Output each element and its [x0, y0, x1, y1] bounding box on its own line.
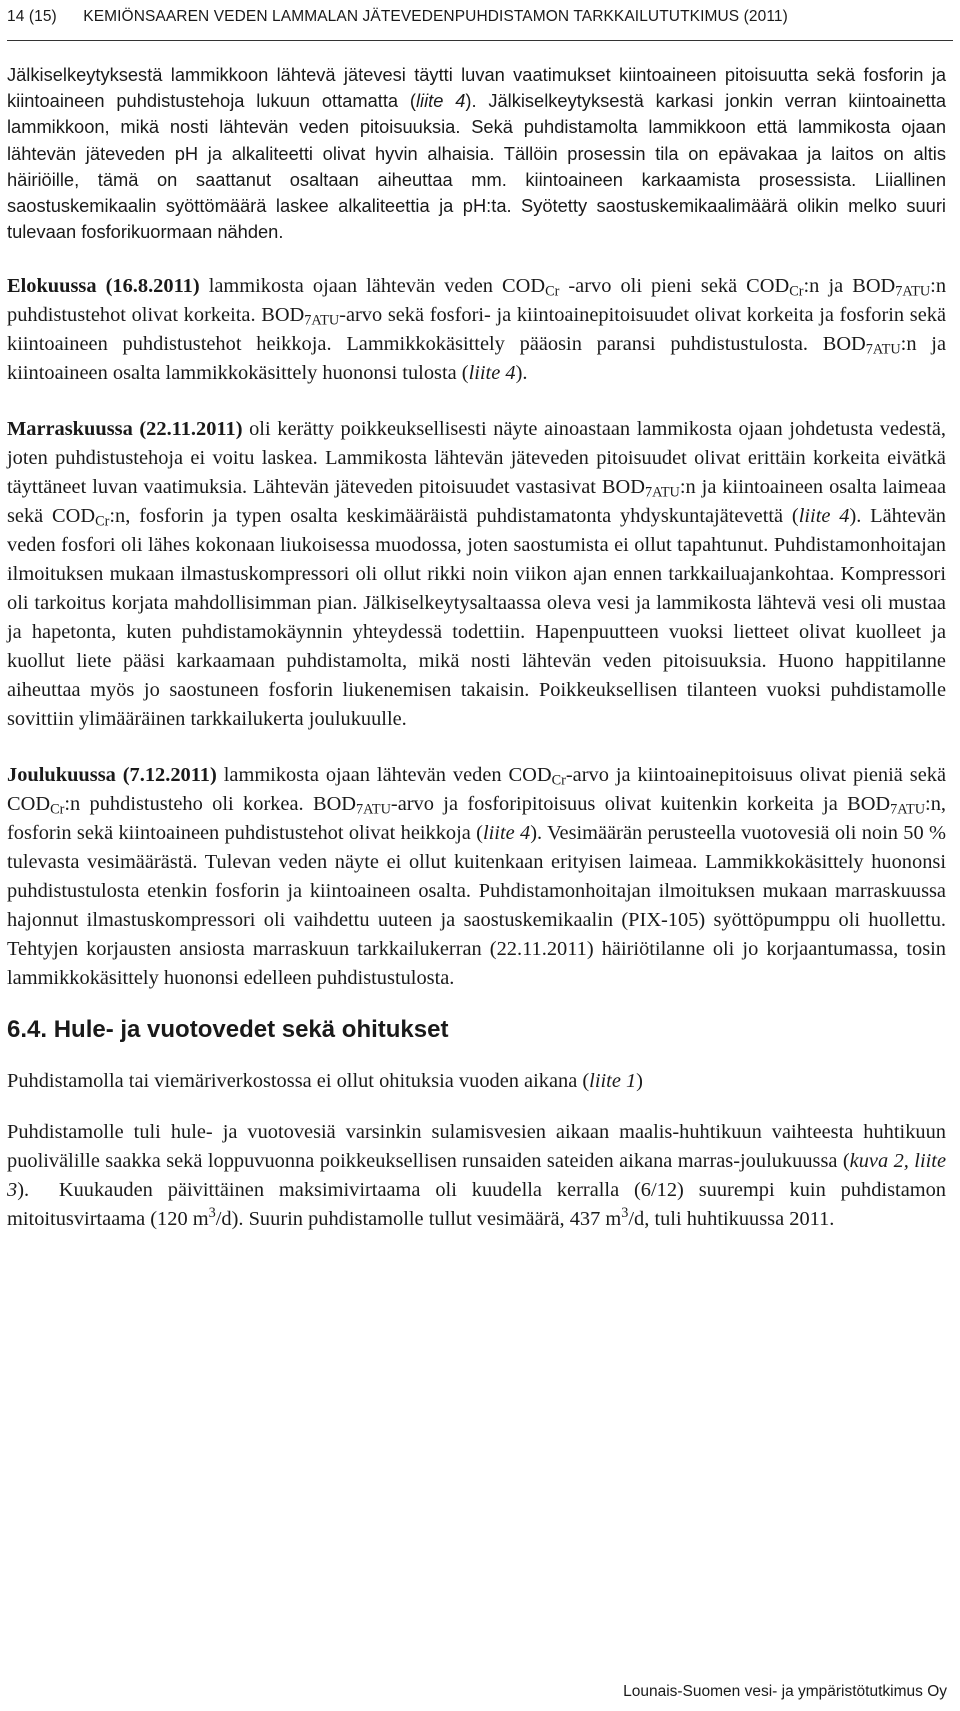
subscript: Cr — [95, 513, 110, 530]
text-run: oli kerätty poikkeuksellisesti näyte ainoastaan lammikosta ojaan johdetusta vedestä, joten puhdistustehoja ei voitu laskea. Lammikosta lähtevän jäteveden pitoisuudet olivat erittäin korkeita eivätkä täyttäneet luvan vaatimuksia. Lähtevän jäteveden pitoisuudet vastasivat BOD — [7, 418, 946, 499]
text-run: -arvo sekä fosfori- ja kiintoainepitoisuudet olivat korkeita ja fosforin sekä kiintoaineen puhdistustehot heikkoja. Lammikkokäsittely pääosin paransi puhdistustulosta. BOD — [7, 304, 946, 356]
appendix-reference: liite 1 — [589, 1070, 637, 1093]
text-run: :n ja BOD — [803, 275, 896, 298]
figure-reference: kuva 2, liite 3 — [7, 1150, 946, 1202]
month-heading: Elokuussa (16.8.2011) — [7, 275, 200, 298]
text-run: ) — [636, 1070, 643, 1093]
subscript: 7ATU — [865, 341, 901, 358]
text-run: :n, fosforin ja typen osalta keskimääräistä puhdistamatonta yhdyskuntajätevettä ( — [109, 505, 799, 528]
appendix-reference: liite 4 — [798, 505, 850, 528]
subscript: Cr — [545, 283, 560, 300]
paragraph-december — [7, 761, 946, 993]
appendix-reference: liite 4 — [482, 822, 531, 845]
paragraph-august — [7, 272, 946, 388]
subscript: Cr — [551, 772, 566, 789]
month-heading: Marraskuussa (22.11.2011) — [7, 418, 243, 441]
text-run: -arvo ja kiintoainepitoisuus olivat pieniä sekä COD — [7, 764, 946, 816]
text-run: :n, fosforin sekä kiintoaineen puhdistustehot olivat heikkoja ( — [7, 793, 946, 845]
text-run: :n ja kiintoaineen osalta laimeaa sekä COD — [7, 476, 947, 528]
text-run: Puhdistamolle tuli hule- ja vuotovesiä varsinkin sulamisvesien aikaan maalis-huhtikuun vaihteesta huhtikuun puolivälille saakka sekä loppuvuonna poikkeuksellisen runsaiden sateiden aikana marras-joulukuussa ( — [7, 1121, 946, 1173]
main-content — [7, 62, 946, 1234]
appendix-reference: liite 4 — [415, 90, 466, 112]
subscript: Cr — [789, 283, 804, 300]
subscript: 7ATU — [356, 801, 391, 818]
section-heading: 6.4. Hule- ja vuotovedet sekä ohitukset — [7, 1016, 449, 1044]
text-run: -arvo oli pieni sekä COD — [559, 275, 790, 298]
header-rule — [7, 40, 953, 41]
superscript: 3 — [208, 1205, 216, 1222]
text-run: ). Kuukauden päivittäinen maksimivirtaama oli kuudella kerralla (6/12) suurempi kuin puhdistamon mitoitusvirtaama (120 m — [7, 1179, 946, 1231]
text-run: /d). Suurin puhdistamolle tullut vesimäärä, 437 m — [215, 1208, 622, 1231]
page-footer: Lounais-Suomen vesi- ja ympäristötutkimus Oy — [623, 1683, 947, 1700]
text-run: Puhdistamolla tai viemäriverkostossa ei ollut ohituksia vuoden aikana ( — [7, 1070, 590, 1093]
subscript: 7ATU — [304, 312, 340, 329]
appendix-reference: liite 4 — [468, 362, 516, 385]
text-run: lammikosta ojaan lähtevän veden COD — [216, 764, 552, 787]
paragraph-stormwater — [7, 1118, 946, 1234]
subscript: 7ATU — [890, 801, 926, 818]
text-run: lammikosta ojaan lähtevän veden COD — [199, 275, 546, 298]
header-text: 14 (15) KEMIÖNSAAREN VEDEN LAMMALAN JÄTEVEDENPUHDISTAMON TARKKAILUTUTKIMUS (2011) — [7, 8, 788, 25]
text-run: ). Vesimäärän perusteella vuotovesiä oli noin 50 % tulevasta vesimäärästä. Tulevan veden näyte ei ollut kuitenkaan erityisen laimeaa. Lammikkokäsittely huononsi puhdistustulosta etenkin fosforin ja kiintoaineen osalta. Puhdistamonhoitajan ilmoituksen mukaan marraskuussa hajonnut ilmastuskompressori oli vaihdettu uuteen ja saostuskemikaalin (PIX-105) syöttöpumppu oli huollettu. Tehtyjen korjausten ansiosta marraskuun tarkkailukerran (22.11.2011) häiriötilanne oli jo korjaantumassa, tosin lammikkokäsittely huononsi edelleen puhdistustulosta. — [7, 822, 946, 990]
paragraph-november — [7, 415, 946, 734]
subscript: Cr — [50, 801, 65, 818]
text-run: :n puhdistustehot olivat korkeita. BOD — [7, 275, 947, 327]
text-run: /d, tuli huhtikuussa 2011. — [628, 1208, 835, 1231]
superscript: 3 — [621, 1205, 629, 1222]
text-run: -arvo ja fosforipitoisuus olivat kuitenkin korkeita ja BOD — [390, 793, 891, 816]
text-run: Jälkiselkeytyksestä lammikkoon lähtevä jätevesi täytti luvan vaatimukset kiintoaineen pitoisuutta sekä fosforin ja kiintoaineen puhdistustehoja lukuun ottamatta ( — [7, 64, 946, 112]
month-heading: Joulukuussa (7.12.2011) — [7, 764, 217, 787]
paragraph-intro — [7, 62, 946, 245]
text-run: :n ja kiintoaineen osalta lammikkokäsittely huononsi tulosta ( — [7, 333, 946, 385]
text-run: ). Jälkiselkeytyksestä karkasi jonkin verran kiintoainetta lammikkoon, mikä nosti lähtevän veden pitoisuuksia. Sekä puhdistamolta lammikkoon että lammikosta ojaan lähtevän jäteveden pH ja alkaliteetti olivat hyvin alhaisia. Tällöin prosessin tila on epävakaa ja laitos on altis häiriöille, tämä on saattanut osaltaan aiheuttaa mm. kiintoaineen karkaamista prosessista. Liiallinen saostuskemikaalin syöttömäärä laskee alkaliteettia ja pH:ta. Syötetty saostuskemikaalimäärä olikin melko suuri tulevaan fosforikuormaan nähden. — [7, 90, 946, 243]
text-run: ). — [515, 362, 528, 385]
text-run: :n puhdistusteho oli korkea. BOD — [64, 793, 357, 816]
subscript: 7ATU — [644, 484, 680, 501]
paragraph-bypass — [7, 1067, 946, 1096]
text-run: ). Lähtevän veden fosfori oli lähes kokonaan liukoisessa muodossa, joten saostumista ei ollut tapahtunut. Puhdistamonhoitajan ilmoituksen mukaan ilmastuskompressori oli ollut rikki noin viikon ajan ennen tarkkailuajankohtaa. Kompressori oli tarkoitus korjata mahdollisimman pian. Jälkiselkeytysaltaassa oleva vesi ja lammikosta lähtevä vesi oli mustaa ja hapetonta, kuten puhdistamokäynnin yhteydessä todettiin. Hapenpuutteen vuoksi lietteet olivat kuolleet ja kuollut liete pääsi karkaamaan puhdistamolta, mikä nosti lähtevän veden pitoisuuksia. Huono happitilanne aiheuttaa myös jo saostuneen fosforin liukenemisen takaisin. Poikkeuksellisen tilanteen vuoksi puhdistamolle sovittiin ylimääräinen tarkkailukerta joulukuulle. — [7, 505, 946, 731]
subscript: 7ATU — [895, 283, 931, 300]
page-header — [0, 0, 960, 50]
